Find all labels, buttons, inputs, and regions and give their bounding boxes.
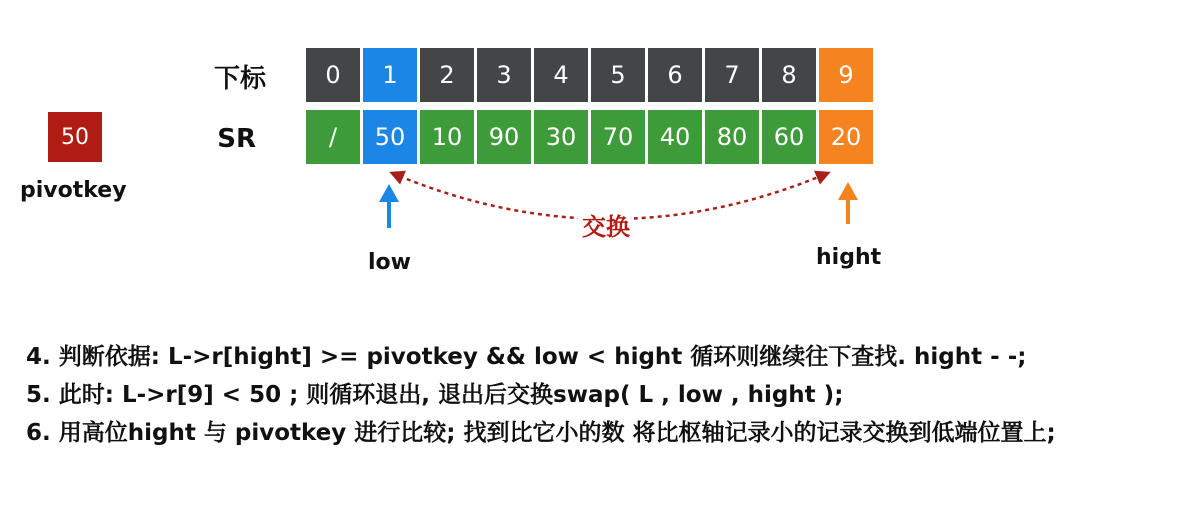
low-pointer-label: low — [368, 250, 411, 275]
index-cell: 2 — [420, 48, 474, 102]
value-cell: 10 — [420, 110, 474, 164]
hight-pointer-label: hight — [816, 245, 882, 270]
index-row-label: 下标 — [213, 64, 266, 94]
hight-arrow-icon — [838, 182, 858, 224]
index-cell-hight: 9 — [819, 48, 873, 102]
note-line: 6. 用高位hight 与 pivotkey 进行比较; 找到比它小的数 将比枢轴记录小的记录交换到低端位置上; — [26, 420, 1056, 446]
value-cell-low: 50 — [363, 110, 417, 164]
pivot-label: pivotkey — [20, 178, 127, 203]
value-cell: 60 — [762, 110, 816, 164]
index-cell: 7 — [705, 48, 759, 102]
value-cell: 70 — [591, 110, 645, 164]
pivot-value-box: 50 — [48, 112, 102, 162]
index-cell: 8 — [762, 48, 816, 102]
value-cell: 40 — [648, 110, 702, 164]
value-cell-hight: 20 — [819, 110, 873, 164]
index-cell-low: 1 — [363, 48, 417, 102]
index-cell: 5 — [591, 48, 645, 102]
index-cell: 4 — [534, 48, 588, 102]
index-cell: 0 — [306, 48, 360, 102]
index-cell: 3 — [477, 48, 531, 102]
value-cell: / — [306, 110, 360, 164]
value-cell: 80 — [705, 110, 759, 164]
note-line: 4. 判断依据: L->r[hight] >= pivotkey && low < hight 循环则继续往下查找. hight - -; — [26, 344, 1027, 370]
swap-label: 交换 — [578, 207, 634, 242]
low-arrow-icon — [379, 184, 399, 228]
value-cell: 30 — [534, 110, 588, 164]
index-cell: 6 — [648, 48, 702, 102]
value-cell: 90 — [477, 110, 531, 164]
note-line: 5. 此时: L->r[9] < 50 ; 则循环退出, 退出后交换swap( L , low , hight ); — [26, 382, 844, 408]
explanation-notes — [26, 338, 1196, 452]
sr-row-label: SR — [217, 124, 256, 154]
